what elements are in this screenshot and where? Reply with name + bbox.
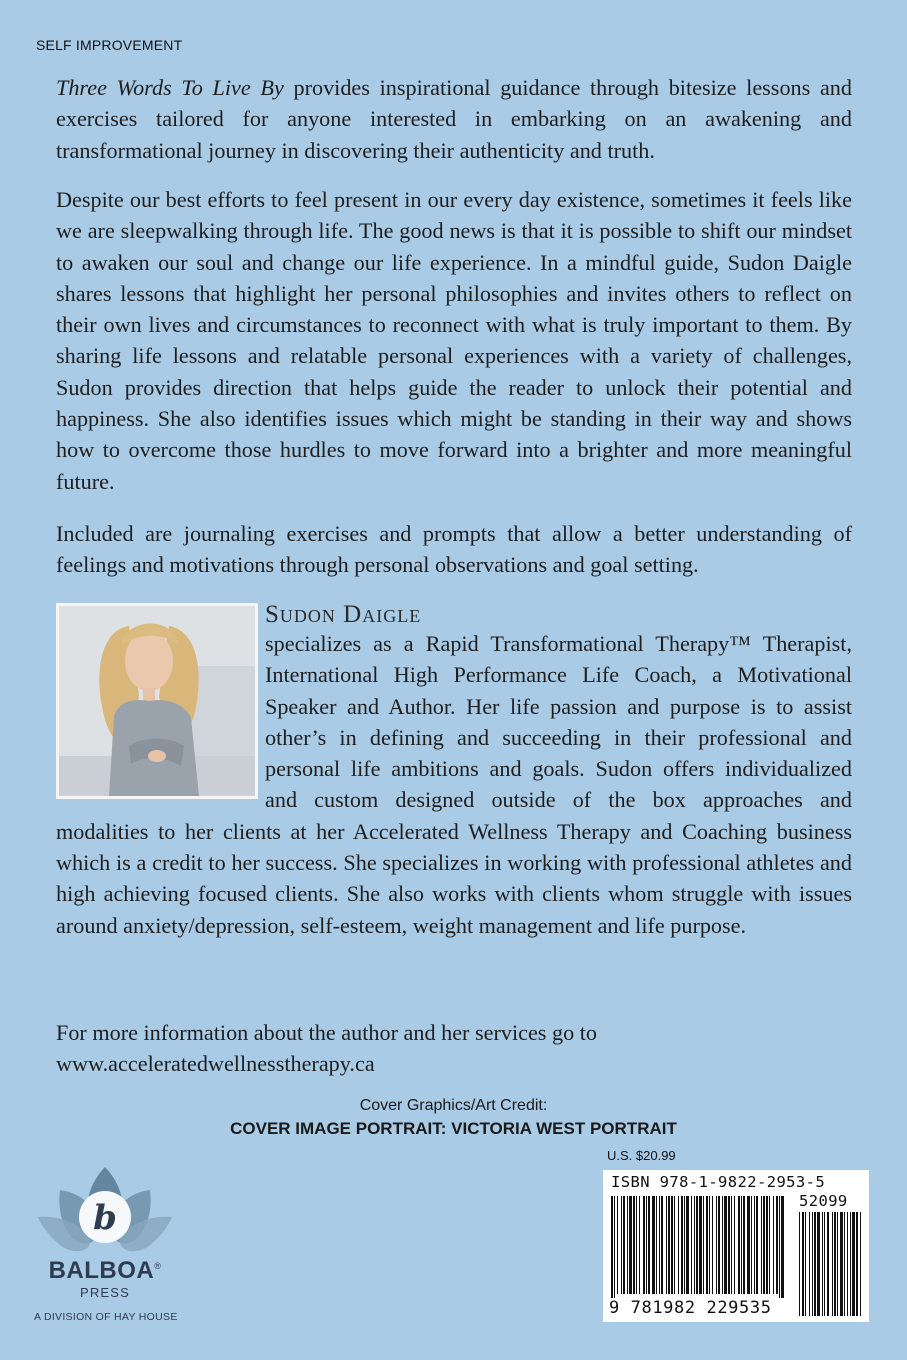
description-paragraph-1-text: provides inspirational guidance through bitesize lessons and exercises tailored for anyone interested in embarking on an awakening and transformational journey in discovering their authenticity and truth. — [56, 75, 852, 163]
author-name: Sudon Daigle — [265, 601, 422, 628]
category-label: SELF IMPROVEMENT — [36, 37, 183, 53]
author-website-link[interactable]: www.acceleratedwellnesstherapy.ca — [56, 1051, 375, 1077]
lotus-icon — [30, 1165, 180, 1260]
barcode-addon-number: 52099 — [799, 1192, 848, 1210]
more-info-text: For more information about the author and her services go to — [56, 1020, 597, 1045]
photo-spacer — [56, 628, 265, 800]
logo-letter: b — [93, 1198, 117, 1238]
publisher-name: BALBOA® — [48, 1257, 162, 1284]
art-credit-value: COVER IMAGE PORTRAIT: VICTORIA WEST PORTRAIT — [230, 1119, 677, 1138]
description-paragraph-3: Included are journaling exercises and prompts that allow a better understanding of feelings and motivations through personal observations and goal setting. — [56, 521, 852, 578]
price-label: U.S. $20.99 — [607, 1148, 676, 1163]
more-info — [56, 1017, 852, 1080]
author-bio — [56, 628, 852, 941]
registered-mark: ® — [154, 1261, 162, 1271]
isbn-number: ISBN 978-1-9822-2953-5 — [611, 1173, 826, 1191]
publisher-logo — [30, 1165, 180, 1330]
description-paragraph-1 — [56, 72, 852, 166]
isbn-barcode — [603, 1170, 869, 1322]
art-credit-label: Cover Graphics/Art Credit: — [359, 1097, 548, 1114]
description-paragraph-2: Despite our best efforts to feel present in our every day existence, sometimes it feels like we are sleepwalking through life. The good news is that it is possible to shift our mindset to awaken our soul and change our life experience. In a mindful guide, Sudon Daigle shares lessons that highlight her personal philosophies and invites others to reflect on their own lives and circumstances to reconnect with what is truly important to them. By sharing life lessons and relatable personal experiences with a variety of challenges, Sudon provides direction that helps guide the reader to unlock their potential and happiness. She also identifies issues which might be standing in their way and shows how to overcome those hurdles to move forward into a brighter and more meaningful future. — [56, 187, 852, 494]
barcode-digits: 9 781982 229535 — [609, 1298, 772, 1318]
book-title: Three Words To Live By — [56, 75, 284, 100]
publisher-division: A DIVISION OF HAY HOUSE — [34, 1311, 178, 1323]
author-bio-text: specializes as a Rapid Transformational Therapy™ Therapist, International High Performance Life Coach, a Motivational Speaker and Author. Her life passion and purpose is to assist other’s in defining and succeeding in their professional and personal life ambitions and goals. Sudon offers individualized and custom designed outside of the box approaches and modalities to her clients at her Accelerated Wellness Therapy and Coaching business which is a credit to her success. She specializes in working with professional athletes and high achieving focused clients. She also works with clients whom struggle with issues around anxiety/depression, self-esteem, weight management and life purpose. — [56, 631, 852, 938]
publisher-subname: PRESS — [79, 1285, 131, 1300]
